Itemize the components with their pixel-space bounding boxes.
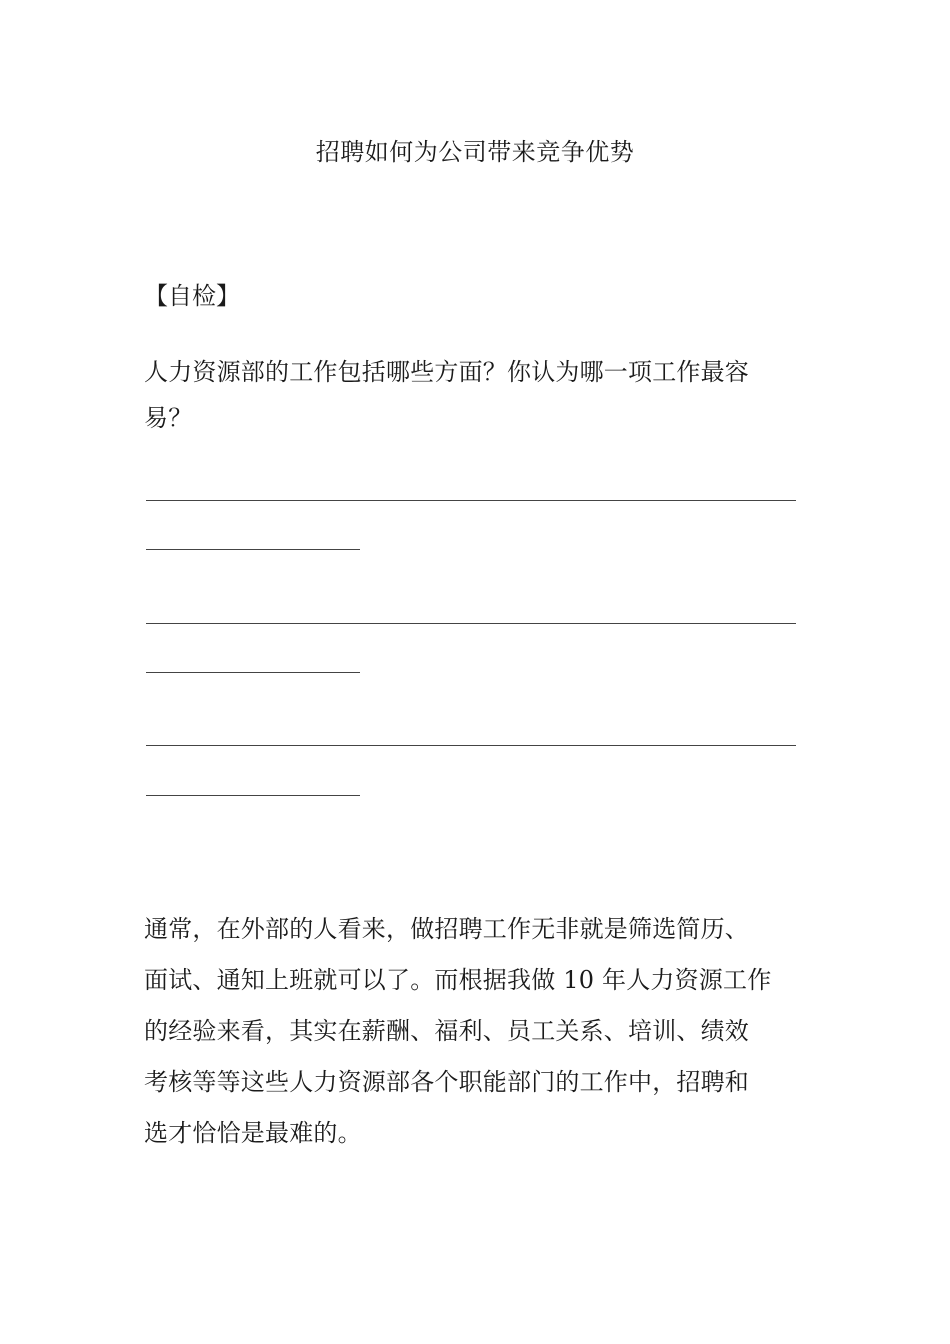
question-line: 人力资源部的工作包括哪些方面？你认为哪一项工作最容 [144,358,749,386]
self-check-question [144,349,796,441]
page-title: 招聘如何为公司带来竞争优势 [315,138,635,166]
paragraph-line: 通常，在外部的人看来，做招聘工作无非就是筛选简历、 [144,915,749,943]
answer-line [146,795,360,796]
paragraph-line: 面试、通知上班就可以了。而根据我做 10 年人力资源工作 [144,966,772,994]
answer-line [146,549,360,550]
paragraph-line: 考核等等这些人力资源部各个职能部门的工作中，招聘和 [144,1068,749,1096]
answer-line [146,623,796,624]
section-heading: 【自检】 [144,282,240,310]
question-line: 易？ [144,404,193,432]
body-paragraph [144,904,796,1159]
paragraph-line: 的经验来看，其实在薪酬、福利、员工关系、培训、绩效 [144,1017,749,1045]
answer-line [146,500,796,501]
paragraph-line: 选才恰恰是最难的。 [144,1119,362,1147]
answer-line [146,672,360,673]
answer-line [146,745,796,746]
